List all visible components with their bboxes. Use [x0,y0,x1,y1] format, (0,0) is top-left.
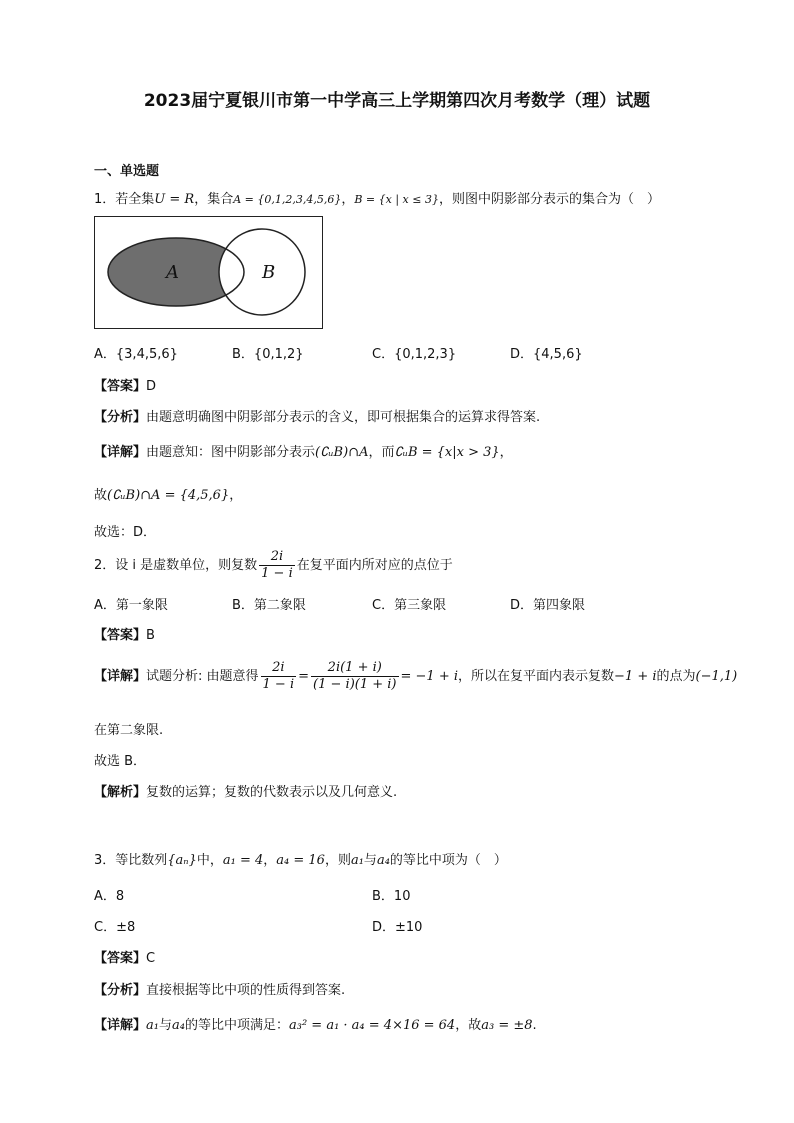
q3-analysis-text: 直接根据等比中项的性质得到答案. [146,983,346,998]
q3-option-b: B．10 [372,889,411,904]
q3-stem [94,849,507,868]
q2-eq-result: = −1 + i [400,669,459,684]
q1-answer-label: 【答案】 [94,379,147,394]
q2-quadrant-line: 在第二象限. [94,723,164,738]
q3-stem-text-e: 的等比中项为（ ） [389,853,507,868]
q3-detail-end: . [532,1018,537,1033]
q2-eq-equals: = [298,669,310,684]
q1-answer [94,375,156,394]
q1-option-d: D．{4,5,6} [510,347,583,362]
q3-stem-text-d: 与 [363,853,377,868]
q2-conclusion: 故选 B． [94,754,147,769]
q1-result-expr: (∁ᵤB)∩A = {4,5,6} [107,488,230,503]
q1-detail [94,441,513,460]
section-heading: 一、单选题 [94,164,160,179]
q2-eq-numerator-2: 2i(1 + i) [311,660,398,677]
q3-option-d: D．±10 [372,920,423,935]
q2-eq-fraction-1 [261,660,297,693]
q1-comma: ， [341,192,355,207]
q1-conclusion: 故选：D． [94,525,157,540]
page-title: 2023届宁夏银川市第一中学高三上学期第四次月考数学（理）试题 [143,91,651,111]
q1-detail-label: 【详解】 [94,445,147,460]
q2-detail-text-c: 的点为 [656,669,696,684]
q3-detail-result: a₃ = ±8 [481,1018,533,1033]
q3-detail-and: 与 [158,1018,172,1033]
q3-detail [94,1014,537,1033]
q2-eq-denominator-1: 1 − i [262,677,295,692]
q2-detail-text-b: ，所以在复平面内表示复数 [458,669,615,684]
q2-complex-number: −1 + i [614,669,657,684]
q3-analysis-label: 【分析】 [94,983,147,998]
q3-stem-text-b: 中， [196,853,223,868]
q3-answer [94,947,155,966]
q3-sequence: {aₙ} [167,853,197,868]
q3-stem-text-a: 3．等比数列 [94,853,168,868]
q1-stem-text-b: ，集合 [194,192,234,207]
q2-answer-label: 【答案】 [94,628,147,643]
q2-stem-text-b: 在复平面内所对应的点位于 [296,558,453,573]
q1-result-text-a: 故 [94,488,108,503]
q1-detail-text-c: ， [499,445,513,460]
q3-answer-label: 【答案】 [94,951,147,966]
q1-analysis-text: 由题意明确图中阴影部分表示的含义，即可根据集合的运算求得答案. [146,410,541,425]
q1-option-c: C．{0,1,2,3} [372,347,457,362]
venn-diagram [94,216,324,330]
q2-detail-label: 【详解】 [94,669,147,684]
q2-eq-numerator-1: 2i [261,660,297,677]
q2-option-d: D．第四象限 [510,598,586,613]
q1-set-a: A = {0,1,2,3,4,5,6} [233,193,342,206]
q3-detail-equation: a₃² = a₁ · a₄ = 4×16 = 64 [288,1018,456,1033]
q2-fraction-numerator: 2i [259,549,295,566]
venn-label-a: A [166,262,179,283]
q3-comma: ， [263,853,277,868]
q2-option-c: C．第三象限 [372,598,447,613]
q2-fraction [259,549,295,582]
q2-stem [94,549,453,582]
q2-jiexi-text: 复数的运算；复数的代数表示以及几何意义. [146,785,398,800]
q2-option-a: A．第一象限 [94,598,168,613]
q3-detail-a1: a₁ [146,1018,159,1033]
q1-universal-set: U = R [154,192,195,207]
q3-a1: a₁ [350,853,364,868]
q1-result-text-b: ， [229,488,243,503]
q2-eq-fraction-2 [311,660,398,693]
q3-a4-value: a₄ = 16 [276,853,325,868]
q1-answer-value: D [146,379,157,394]
q3-option-a: A．8 [94,889,125,904]
venn-label-b: B [262,262,276,283]
q1-option-b: B．{0,1,2} [232,347,304,362]
q3-detail-label: 【详解】 [94,1018,147,1033]
q1-expr-complement: ∁ᵤB = {x|x > 3} [394,445,500,460]
q3-analysis [94,979,345,998]
q2-answer-value: B [146,628,155,643]
q3-a4: a₄ [376,853,390,868]
q1-analysis [94,406,540,425]
q1-stem-text-c: ，则图中阴影部分表示的集合为（ ） [438,192,660,207]
q3-answer-value: C [146,951,156,966]
q2-fraction-denominator: 1 − i [261,566,293,581]
q1-result-line [94,484,242,503]
q3-a1-value: a₁ = 4 [222,853,264,868]
q2-eq-denominator-2: (1 − i)(1 + i) [313,677,397,692]
q3-detail-mid: ，故 [455,1018,482,1033]
q1-detail-text-a: 由题意知：图中阴影部分表示 [146,445,316,460]
q2-detail [94,660,737,693]
q1-stem [94,188,660,207]
q2-stem-text-a: 2．设 i 是虚数单位，则复数 [94,558,258,573]
q3-option-c: C．±8 [94,920,136,935]
q1-analysis-label: 【分析】 [94,410,147,425]
q2-option-b: B．第二象限 [232,598,306,613]
q1-detail-text-b: ，而 [368,445,395,460]
q1-expr-complement-intersect: (∁ᵤB)∩A [315,445,369,460]
q2-answer [94,624,155,643]
q3-detail-text: 的等比中项满足： [184,1018,289,1033]
q2-jiexi-label: 【解析】 [94,785,147,800]
q3-detail-a4: a₄ [172,1018,185,1033]
q1-set-b: B = {x | x ≤ 3} [354,193,439,206]
q1-stem-text-a: 1．若全集 [94,192,155,207]
q2-detail-text-a: 试题分析: 由题意得 [146,669,259,684]
q2-jiexi [94,781,397,800]
q3-stem-text-c: ，则 [324,853,351,868]
q2-point: (−1,1) [695,669,738,684]
q1-option-a: A．{3,4,5,6} [94,347,178,362]
